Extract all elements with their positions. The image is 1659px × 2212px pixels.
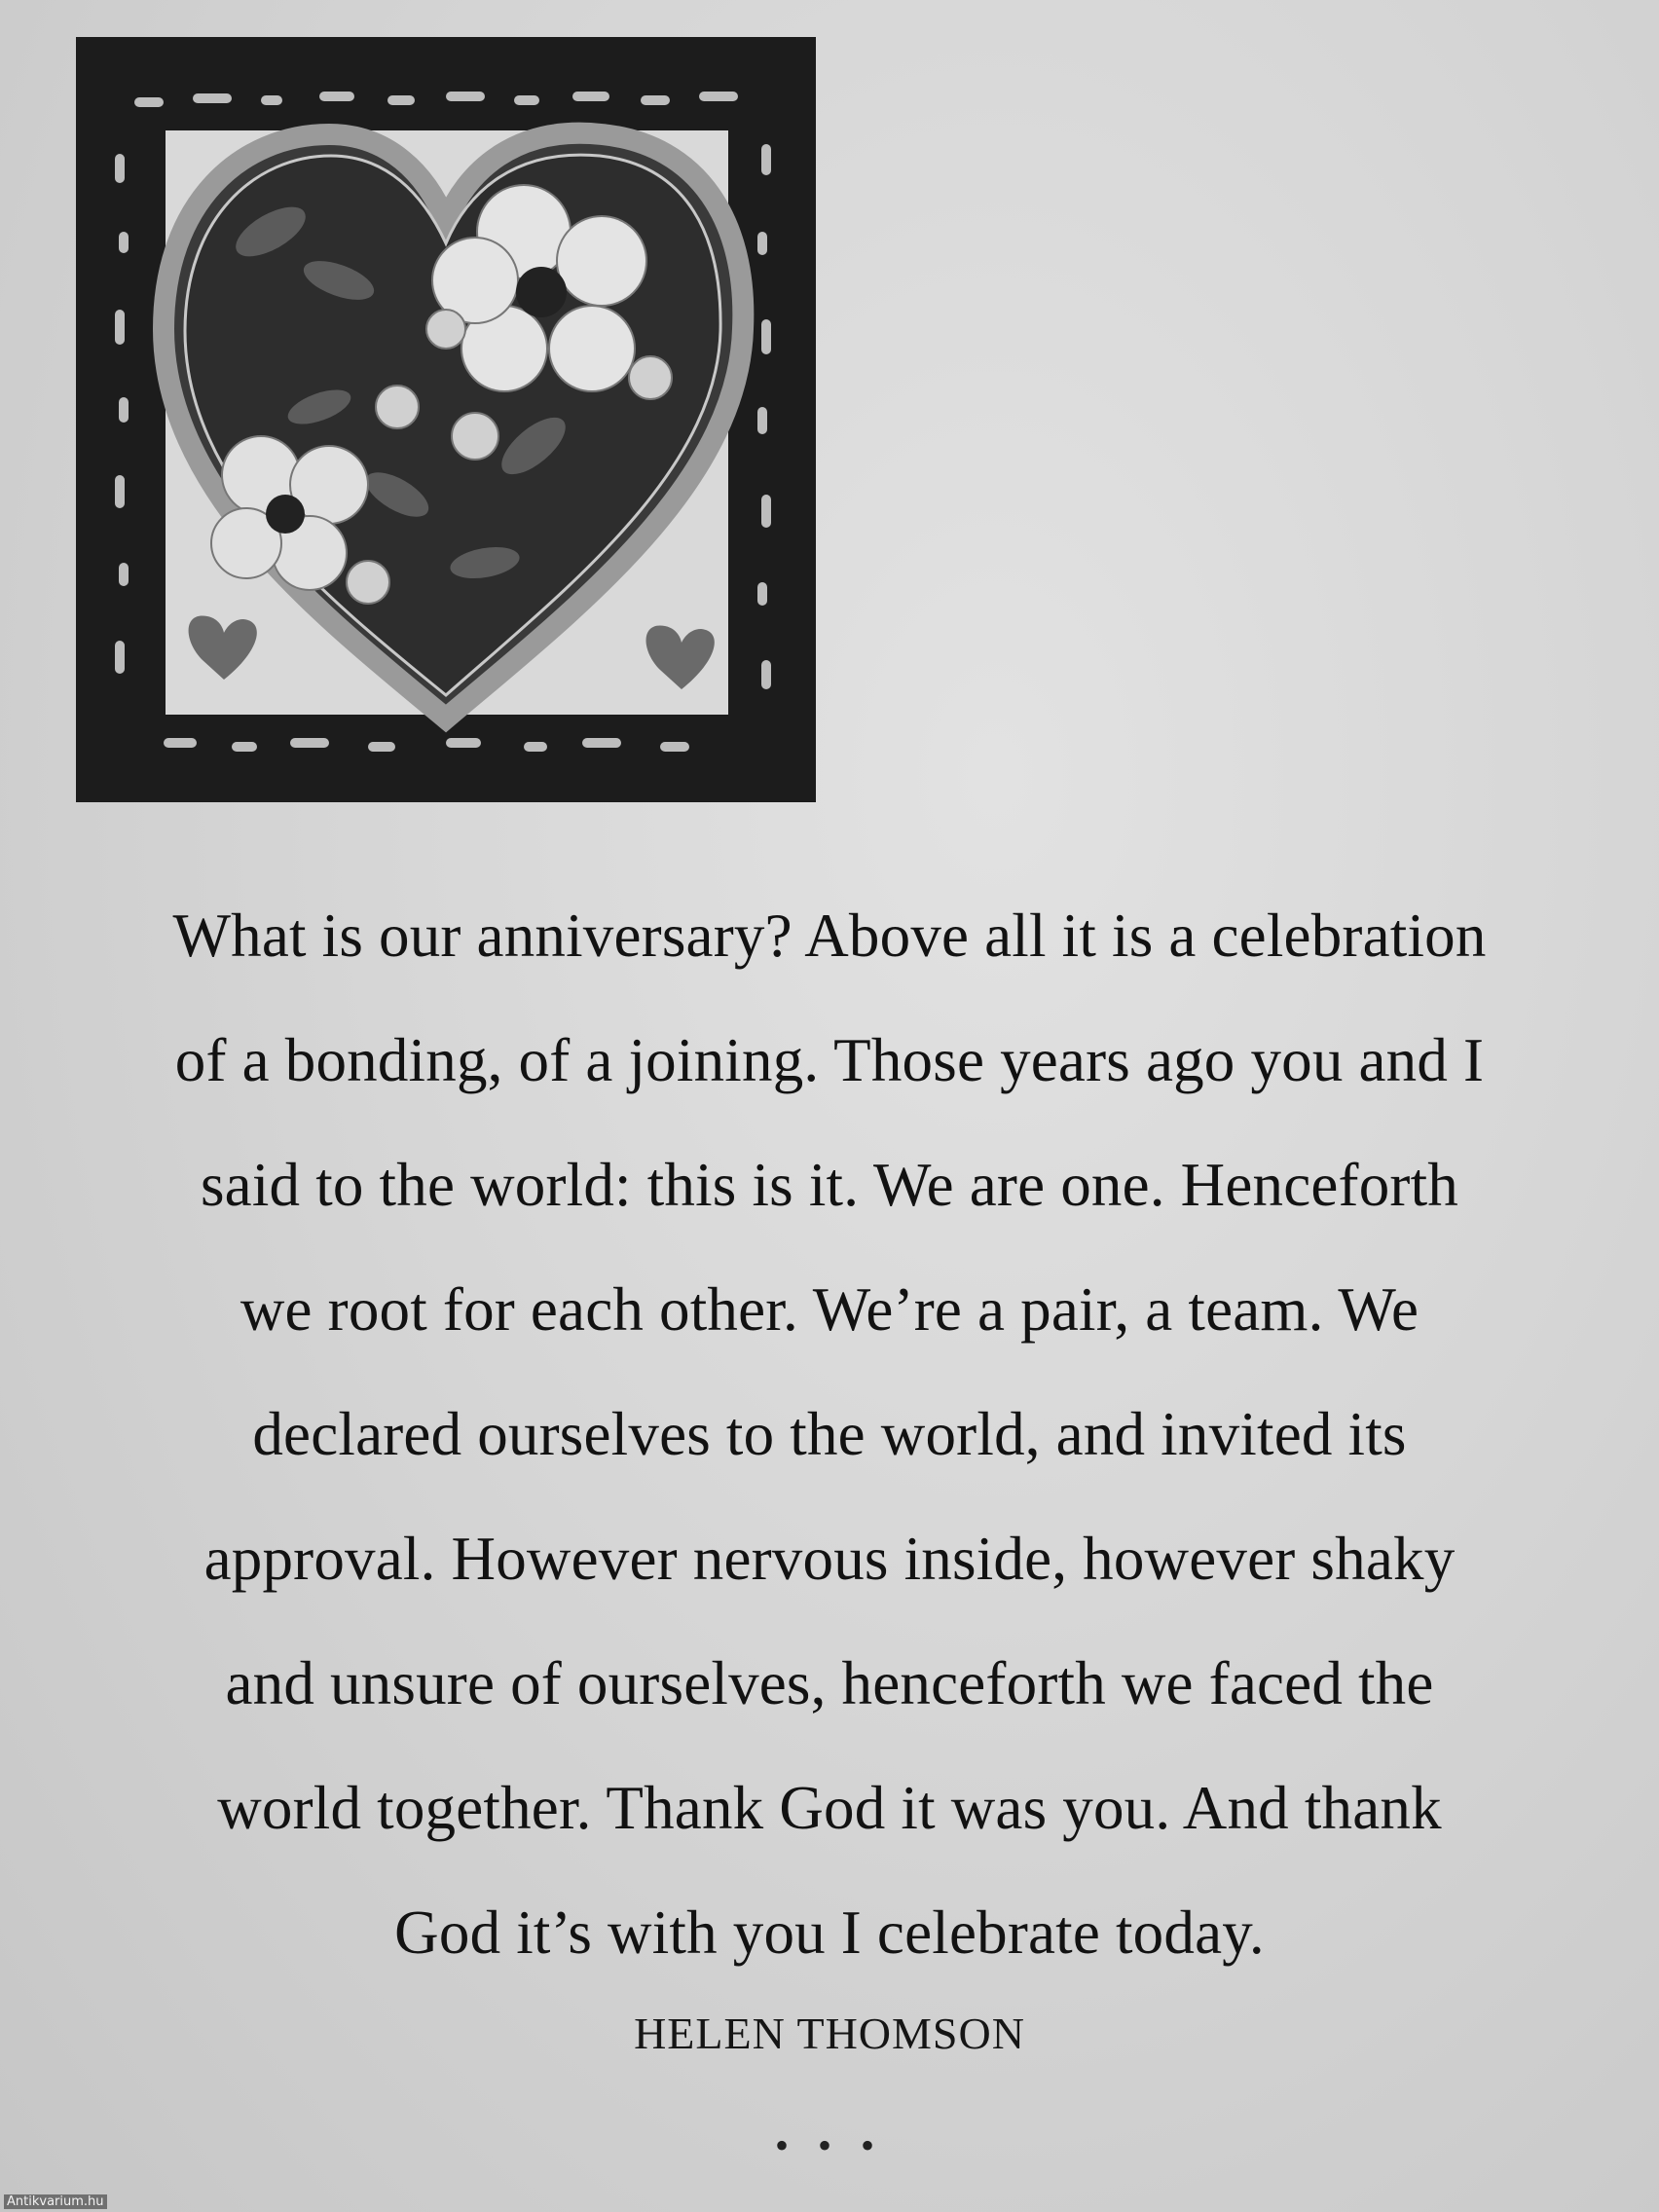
poem-line: said to the world: this is it. We are one. Henceforth xyxy=(200,1151,1459,1219)
watermark-label: Antikvarium.hu xyxy=(4,2194,107,2209)
poem-line: God it’s with you I celebrate today. xyxy=(394,1899,1265,1967)
poem-line: of a bonding, of a joining. Those years ago you and I xyxy=(174,1026,1485,1094)
poem-line: and unsure of ourselves, henceforth we faced the xyxy=(225,1649,1434,1717)
author-name: HELEN THOMSON xyxy=(634,2009,1025,2058)
floral-heart-illustration-icon xyxy=(76,37,816,802)
ornament-dots: • • • xyxy=(774,2123,884,2167)
poem-line: approval. However nervous inside, however shaky xyxy=(203,1525,1456,1593)
poem-line: world together. Thank God it was you. And thank xyxy=(217,1774,1442,1842)
floral-heart-illustration xyxy=(76,37,816,802)
poem-line: we root for each other. We’re a pair, a team. We xyxy=(240,1275,1419,1344)
poem-line: What is our anniversary? Above all it is a celebration xyxy=(172,902,1487,970)
poem-line: declared ourselves to the world, and invited its xyxy=(252,1400,1407,1468)
poem-text xyxy=(0,873,1659,1995)
